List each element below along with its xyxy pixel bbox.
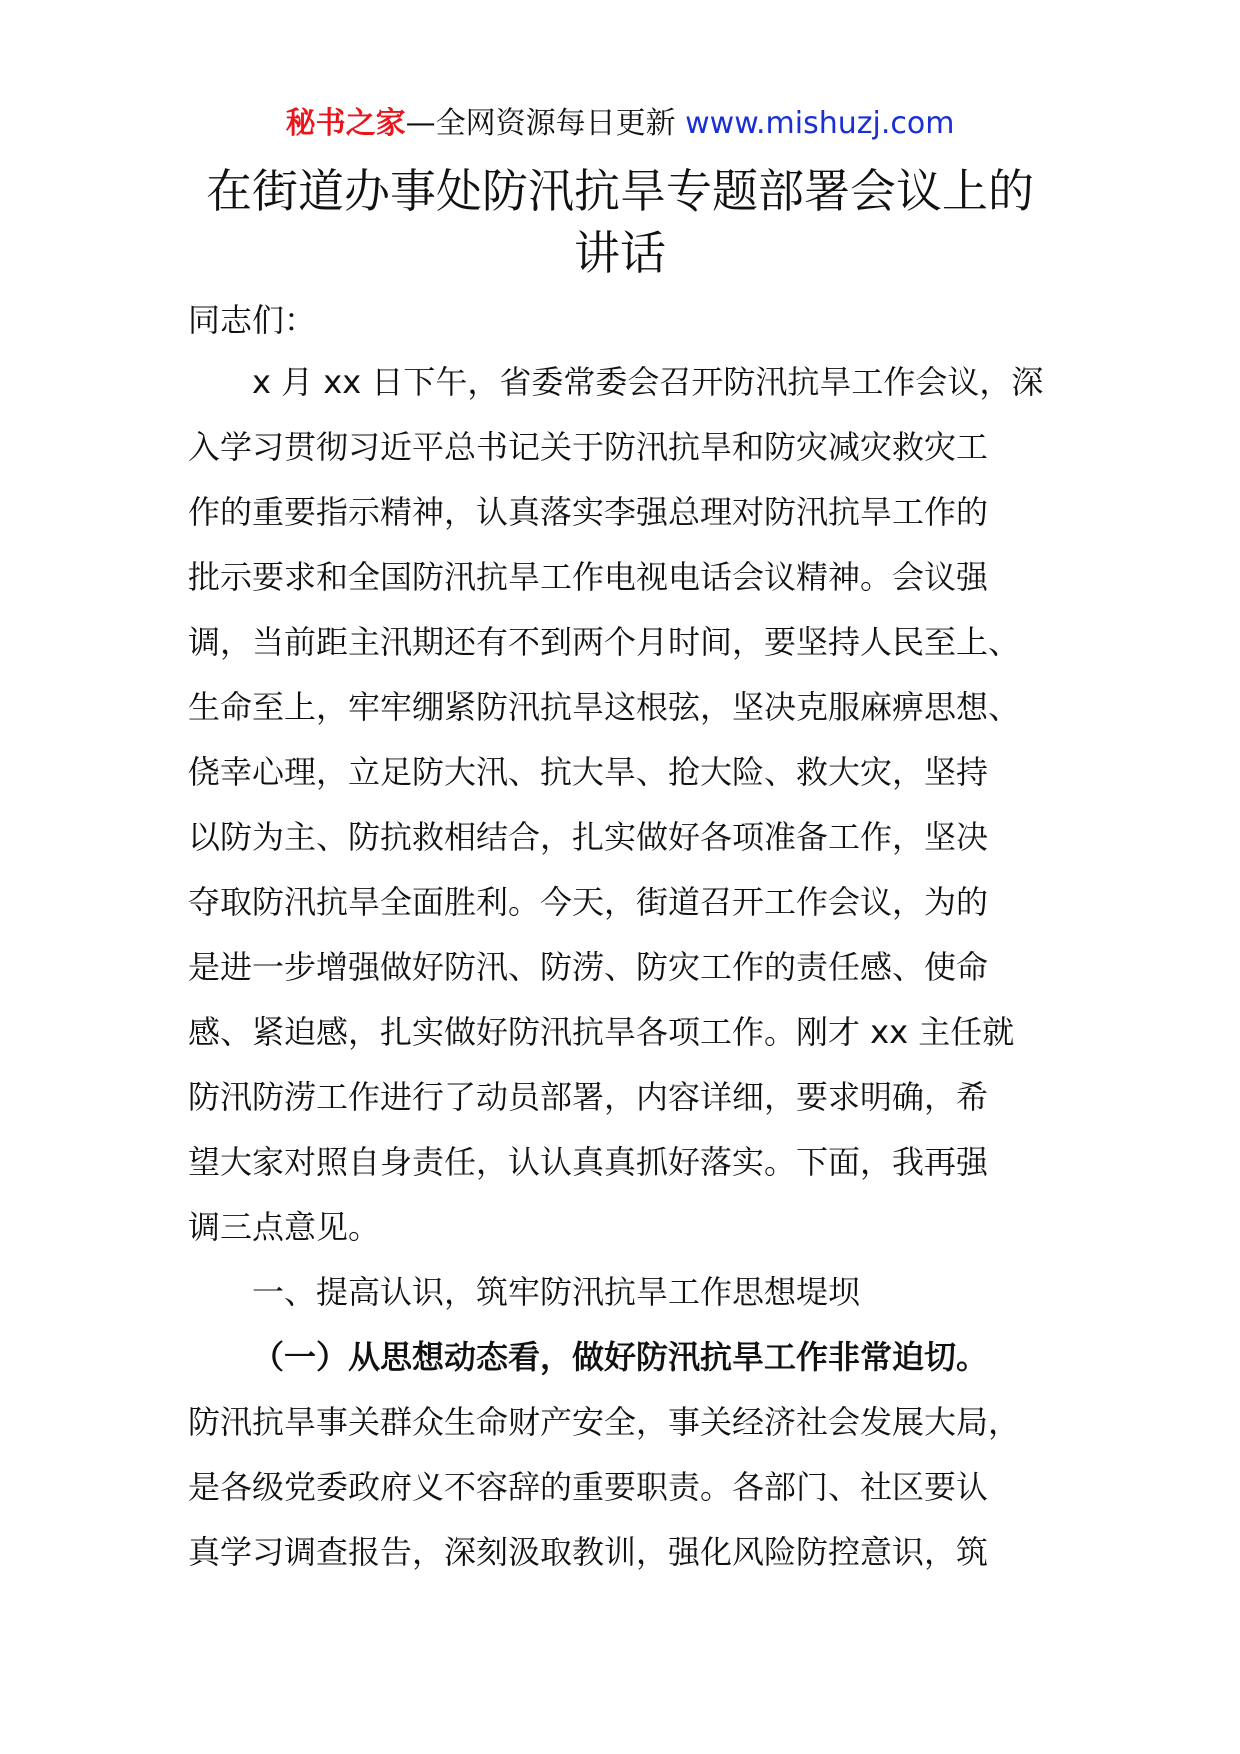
body-line: 是各级党委政府义不容辞的重要职责。各部门、社区要认 [188, 1468, 989, 1506]
body-line: 调，当前距主汛期还有不到两个月时间，要坚持人民至上、 [188, 623, 1021, 661]
section-heading: 一、提高认识，筑牢防汛抗旱工作思想堤坝 [252, 1273, 861, 1311]
site-header [0, 102, 1240, 146]
body-line: 入学习贯彻习近平总书记关于防汛抗旱和防灾减灾救灾工 [188, 428, 989, 466]
body-line: 是进一步增强做好防汛、防涝、防灾工作的责任感、使命 [188, 948, 989, 986]
body-line: 感、紧迫感，扎实做好防汛抗旱各项工作。刚才 xx 主任就 [188, 1013, 1015, 1051]
header-tagline: —全网资源每日更新 [405, 106, 686, 141]
body-line: 侥幸心理，立足防大汛、抗大旱、抢大险、救大灾，坚持 [188, 753, 989, 791]
body-line: 以防为主、防抗救相结合，扎实做好各项准备工作，坚决 [188, 818, 989, 856]
brand-name: 秘书之家 [285, 106, 406, 141]
body-line: 真学习调查报告，深刻汲取教训，强化风险防控意识，筑 [188, 1533, 989, 1571]
subsection-heading: （一）从思想动态看，做好防汛抗旱工作非常迫切。 [252, 1338, 989, 1376]
body-line: 防汛抗旱事关群众生命财产安全，事关经济社会发展大局， [188, 1403, 1021, 1441]
greeting: 同志们： [188, 301, 317, 339]
document-body [188, 290, 1058, 1585]
body-line: 望大家对照自身责任，认认真真抓好落实。下面，我再强 [188, 1143, 989, 1181]
body-line: 调三点意见。 [188, 1208, 381, 1246]
title-line-1: 在街道办事处防汛抗旱专题部署会议上的 [206, 164, 1034, 218]
body-line: 生命至上，牢牢绷紧防汛抗旱这根弦，坚决克服麻痹思想、 [188, 688, 1021, 726]
body-line: 批示要求和全国防汛抗旱工作电视电话会议精神。会议强 [188, 558, 989, 596]
body-line: 夺取防汛抗旱全面胜利。今天，街道召开工作会议，为的 [188, 883, 989, 921]
title-line-2: 讲话 [574, 226, 666, 280]
document-title [0, 160, 1240, 284]
body-line: 防汛防涝工作进行了动员部署，内容详细，要求明确，希 [188, 1078, 989, 1116]
site-url-link[interactable]: www.mishuzj.com [685, 106, 955, 141]
body-line: x 月 xx 日下午，省委常委会召开防汛抗旱工作会议，深 [252, 363, 1044, 401]
body-line: 作的重要指示精神，认真落实李强总理对防汛抗旱工作的 [188, 493, 989, 531]
